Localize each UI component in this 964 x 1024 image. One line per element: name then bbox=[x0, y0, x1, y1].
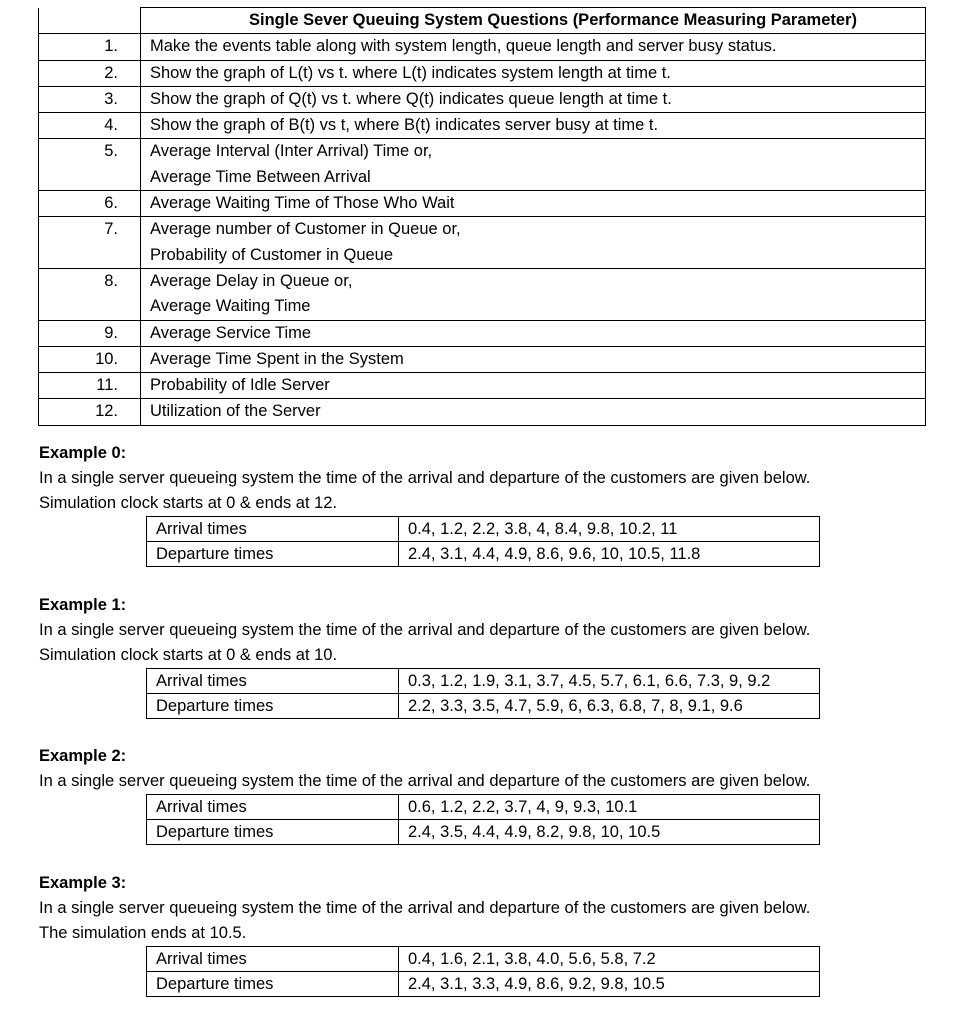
example-title: Example 2: bbox=[39, 747, 127, 765]
question-number: 4. bbox=[39, 113, 141, 139]
question-row bbox=[39, 346, 926, 372]
example-0 bbox=[39, 441, 939, 567]
question-text-line: Average number of Customer in Queue or, bbox=[150, 220, 461, 239]
question-text-line: Show the graph of L(t) vs t. where L(t) indicates system length at time t. bbox=[150, 63, 671, 82]
question-text bbox=[141, 139, 926, 191]
question-text-line: Average Delay in Queue or, bbox=[150, 271, 353, 290]
times-table bbox=[146, 516, 820, 567]
question-row bbox=[39, 399, 926, 425]
question-text bbox=[141, 268, 926, 320]
example-text-line: In a single server queueing system the time of the arrival and departure of the customers are given below. bbox=[39, 772, 811, 790]
arrival-values: 0.6, 1.2, 2.2, 3.7, 4, 9, 9.3, 10.1 bbox=[399, 795, 820, 820]
arrival-label: Arrival times bbox=[147, 795, 399, 820]
example-title: Example 0: bbox=[39, 444, 127, 462]
question-text-line: Probability of Customer in Queue bbox=[150, 245, 394, 264]
question-row bbox=[39, 320, 926, 346]
arrival-label: Arrival times bbox=[147, 669, 399, 694]
question-row bbox=[39, 139, 926, 191]
departure-label: Departure times bbox=[147, 694, 399, 719]
example-title: Example 3: bbox=[39, 874, 127, 892]
example-text-line: In a single server queueing system the time of the arrival and departure of the customers are given below. bbox=[39, 899, 811, 917]
arrival-values: 0.4, 1.6, 2.1, 3.8, 4.0, 5.6, 5.8, 7.2 bbox=[399, 947, 820, 972]
arrival-row bbox=[147, 517, 820, 542]
departure-values: 2.4, 3.1, 4.4, 4.9, 8.6, 9.6, 10, 10.5, 11.8 bbox=[399, 542, 820, 567]
example-text-line: In a single server queueing system the time of the arrival and departure of the customers are given below. bbox=[39, 469, 811, 487]
arrival-label: Arrival times bbox=[147, 517, 399, 542]
example-text-line: Simulation clock starts at 0 & ends at 12. bbox=[39, 494, 338, 512]
question-text bbox=[141, 320, 926, 346]
departure-label: Departure times bbox=[147, 820, 399, 845]
question-text bbox=[141, 373, 926, 399]
questions-table-title: Single Sever Queuing System Questions (Performance Measuring Parameter) bbox=[141, 8, 926, 34]
question-text-line: Probability of Idle Server bbox=[150, 376, 330, 395]
departure-row bbox=[147, 694, 820, 719]
arrival-row bbox=[147, 947, 820, 972]
question-row bbox=[39, 217, 926, 269]
departure-label: Departure times bbox=[147, 542, 399, 567]
question-row bbox=[39, 113, 926, 139]
question-number: 12. bbox=[39, 399, 141, 425]
departure-values: 2.2, 3.3, 3.5, 4.7, 5.9, 6, 6.3, 6.8, 7, 8, 9.1, 9.6 bbox=[399, 694, 820, 719]
arrival-row bbox=[147, 669, 820, 694]
question-row bbox=[39, 191, 926, 217]
question-text-line: Average Time Spent in the System bbox=[150, 349, 404, 368]
departure-row bbox=[147, 542, 820, 567]
question-number: 2. bbox=[39, 60, 141, 86]
question-text-line: Show the graph of Q(t) vs t. where Q(t) indicates queue length at time t. bbox=[150, 89, 672, 108]
example-text-line: Simulation clock starts at 0 & ends at 10. bbox=[39, 646, 338, 664]
question-number: 11. bbox=[39, 373, 141, 399]
example-3 bbox=[39, 871, 939, 997]
times-table bbox=[146, 668, 820, 719]
arrival-row bbox=[147, 795, 820, 820]
question-number: 5. bbox=[39, 139, 141, 191]
example-2 bbox=[39, 744, 939, 845]
question-text bbox=[141, 346, 926, 372]
question-number: 9. bbox=[39, 320, 141, 346]
question-text-line: Utilization of the Server bbox=[150, 402, 321, 421]
departure-values: 2.4, 3.5, 4.4, 4.9, 8.2, 9.8, 10, 10.5 bbox=[399, 820, 820, 845]
question-text bbox=[141, 191, 926, 217]
questions-table bbox=[38, 7, 926, 426]
question-row bbox=[39, 34, 926, 60]
question-text bbox=[141, 217, 926, 269]
question-text bbox=[141, 60, 926, 86]
departure-row bbox=[147, 820, 820, 845]
question-text-line: Average Waiting Time bbox=[150, 297, 311, 316]
example-title: Example 1: bbox=[39, 596, 127, 614]
question-text bbox=[141, 399, 926, 425]
question-text bbox=[141, 113, 926, 139]
example-text-line: In a single server queueing system the time of the arrival and departure of the customers are given below. bbox=[39, 621, 811, 639]
question-number: 3. bbox=[39, 86, 141, 112]
question-text-line: Average Time Between Arrival bbox=[150, 167, 371, 186]
question-number: 1. bbox=[39, 34, 141, 60]
question-text bbox=[141, 86, 926, 112]
questions-table-header bbox=[39, 8, 926, 34]
question-text bbox=[141, 34, 926, 60]
question-row bbox=[39, 86, 926, 112]
header-number-cell bbox=[39, 8, 141, 34]
question-text-line: Show the graph of B(t) vs t, where B(t) indicates server busy at time t. bbox=[150, 116, 659, 135]
example-1 bbox=[39, 593, 939, 719]
question-text-line: Make the events table along with system length, queue length and server busy status. bbox=[150, 37, 777, 56]
arrival-label: Arrival times bbox=[147, 947, 399, 972]
departure-row bbox=[147, 972, 820, 997]
times-table bbox=[146, 794, 820, 845]
times-table bbox=[146, 946, 820, 997]
question-number: 8. bbox=[39, 268, 141, 320]
arrival-values: 0.3, 1.2, 1.9, 3.1, 3.7, 4.5, 5.7, 6.1, 6.6, 7.3, 9, 9.2 bbox=[399, 669, 820, 694]
question-row bbox=[39, 268, 926, 320]
example-text-line: The simulation ends at 10.5. bbox=[39, 924, 247, 942]
question-text-line: Average Waiting Time of Those Who Wait bbox=[150, 194, 455, 213]
question-number: 10. bbox=[39, 346, 141, 372]
departure-values: 2.4, 3.1, 3.3, 4.9, 8.6, 9.2, 9.8, 10.5 bbox=[399, 972, 820, 997]
question-text-line: Average Service Time bbox=[150, 323, 312, 342]
question-number: 6. bbox=[39, 191, 141, 217]
question-row bbox=[39, 60, 926, 86]
question-row bbox=[39, 373, 926, 399]
arrival-values: 0.4, 1.2, 2.2, 3.8, 4, 8.4, 9.8, 10.2, 11 bbox=[399, 517, 820, 542]
departure-label: Departure times bbox=[147, 972, 399, 997]
question-number: 7. bbox=[39, 217, 141, 269]
question-text-line: Average Interval (Inter Arrival) Time or, bbox=[150, 142, 433, 161]
